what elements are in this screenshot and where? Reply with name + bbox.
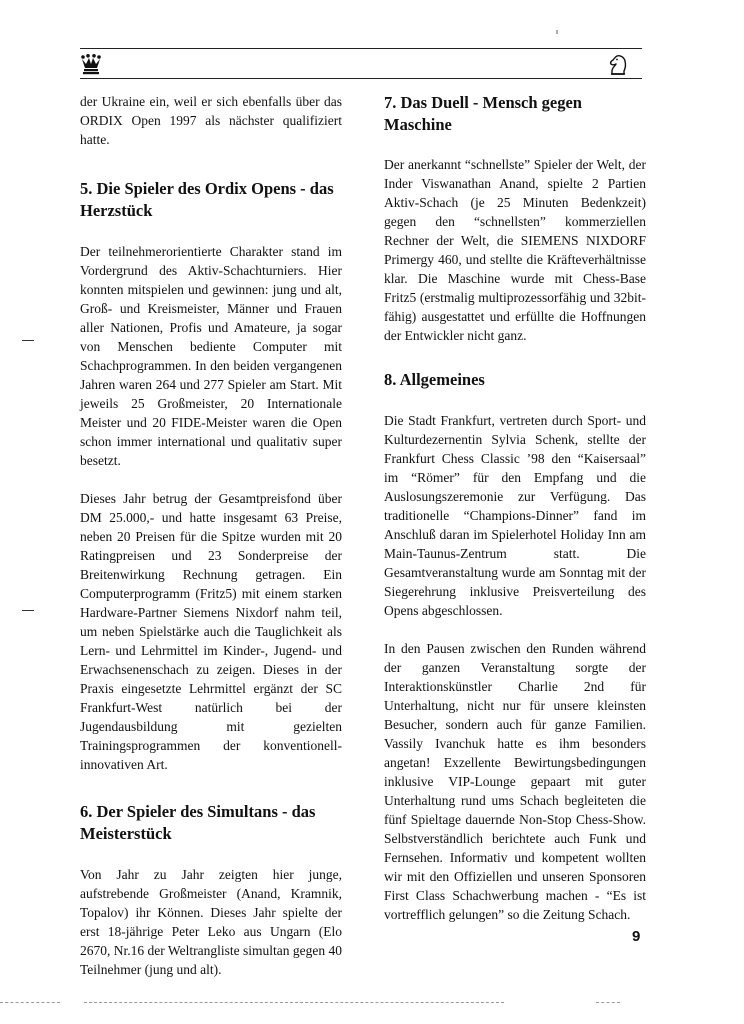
- section6-paragraph1: Von Jahr zu Jahr zeigten hier junge, aufstrebende Großmeister (Anand, Kramnik, Topalov) ihr Können. Dieses Jahr spielte der erst 18-jährige Peter Leko aus Ungarn (Elo 2670, Nr.16 der Weltrangliste simultan gegen 40 Teilnehmer (jung und alt).: [80, 867, 342, 977]
- section5-heading: 5. Die Spieler des Ordix Opens - das Herzstück: [80, 179, 334, 220]
- section8-paragraph1: Die Stadt Frankfurt, vertreten durch Sport- und Kulturdezernentin Sylvia Schenk, stellte der Frankfurt Chess Classic ’98 den “Kaisersaal” im “Römer” für den Empfang und die Auslosungszeremonie zur Verfügung. Das traditionelle “Champions-Dinner” fand im Anschluß daran im Spielerhotel Holiday Inn am Main-Taunus-Zentrum statt. Die Gesamtveranstaltung wurde am Sonntag mit der Siegerehrung inklusive Preisverteilung des Opens abgeschlossen.: [384, 413, 646, 618]
- page-number: 9: [632, 928, 641, 945]
- scan-edge-line: [84, 1002, 504, 1003]
- header-rule-top: [80, 48, 642, 49]
- header-rule-bottom: [80, 78, 642, 79]
- left-column: [80, 92, 342, 979]
- scan-speck: [556, 30, 558, 34]
- scan-edge-line: [0, 1002, 60, 1003]
- margin-mark: [22, 610, 34, 611]
- section5-paragraph1: Der teilnehmerorientierte Charakter stand im Vordergrund des Aktiv-Schachturniers. Hier konnten mitspielen und gewinnen: jung und alt, Groß- und Kreismeister, Männer und Frauen aller Nationen, Profis und Amateure, ja sogar von Menschen bediente Computer mit Schachprogrammen. In den beiden vergangenen Jahren waren 264 und 277 Spieler am Start. Mit jeweils 25 Großmeister, 20 Internationale Meister und 20 FIDE-Meister waren die Open schon immer international und qualitativ super besetzt.: [80, 244, 342, 468]
- section7-heading: 7. Das Duell - Mensch gegen Maschine: [384, 93, 582, 134]
- intro-paragraph: der Ukraine ein, weil er sich ebenfalls über das ORDIX Open 1997 als nächster qualifiziert hatte.: [80, 94, 342, 147]
- crown-icon: [80, 53, 102, 75]
- section8-paragraph2: In den Pausen zwischen den Runden während der ganzen Veranstaltung sorgte der Interaktionskünstler Charlie 2nd für Unterhaltung, nicht nur für unsere kleinsten Besucher, sondern auch für ganze Familien. Vassily Ivanchuk hatte es ihm besonders angetan! Exzellente Bewirtungsbedingungen inklusive VIP-Lounge gepaart mit guter Unterhaltung rund ums Schach begleiteten die fünf Spieltage dauernde Non-Stop Chess-Show. Selbstverständlich berichtete auch Funk und Fernsehen. Informativ und kompetent wollten wir mit den Offiziellen und unseren Sponsoren First Class Schachwerbung machen - “Es ist vortrefflich gelungen” so die Zeitung Schach.: [384, 641, 646, 922]
- chess-knight-icon: [606, 53, 630, 77]
- right-column: [384, 92, 646, 924]
- scan-edge-line: [596, 1002, 620, 1003]
- section8-heading: 8. Allgemeines: [384, 370, 485, 389]
- section7-paragraph1: Der anerkannt “schnellste” Spieler der Welt, der Inder Viswanathan Anand, spielte 2 Partien Aktiv-Schach (je 25 Minuten Bedenkzeit) gegen den “schnellsten” kommerziellen Rechner der Welt, die SIEMENS NIXDORF Primergy 460, und stellte die Kräfteverhältnisse klar. Die Maschine wurde mit Chess-Base Fritz5 (erstmalig multiprozessorfähig und 32bit-fähig) ausgestattet und erfüllte die Hoffnungen der Entwickler nicht ganz.: [384, 157, 646, 343]
- section6-heading: 6. Der Spieler des Simultans - das Meisterstück: [80, 802, 316, 843]
- margin-mark: [22, 340, 34, 341]
- section5-paragraph2: Dieses Jahr betrug der Gesamtpreisfond über DM 25.000,- und hatte insgesamt 63 Preise, neben 20 Preisen für die Spitze wurden mit 20 Ratingpreisen und 23 Sonderpreise der Breitenwirkung Rechnung getragen. Ein Computerprogramm (Fritz5) mit einem starken Hardware-Partner Siemens Nixdorf nahm teil, um neben Spielstärke auch die Tauglichkeit als Lern- und Lehrmittel im Kinder-, Jugend- und Erwachsenenschach zu zeigen. Dieses in der Praxis eingesetzte Lehrmittel ergänzt der SC Frankfurt-West natürlich bei der Jugendausbildung mit gezielten Trainingsprogrammen der konventionell-innovativen Art.: [80, 491, 342, 772]
